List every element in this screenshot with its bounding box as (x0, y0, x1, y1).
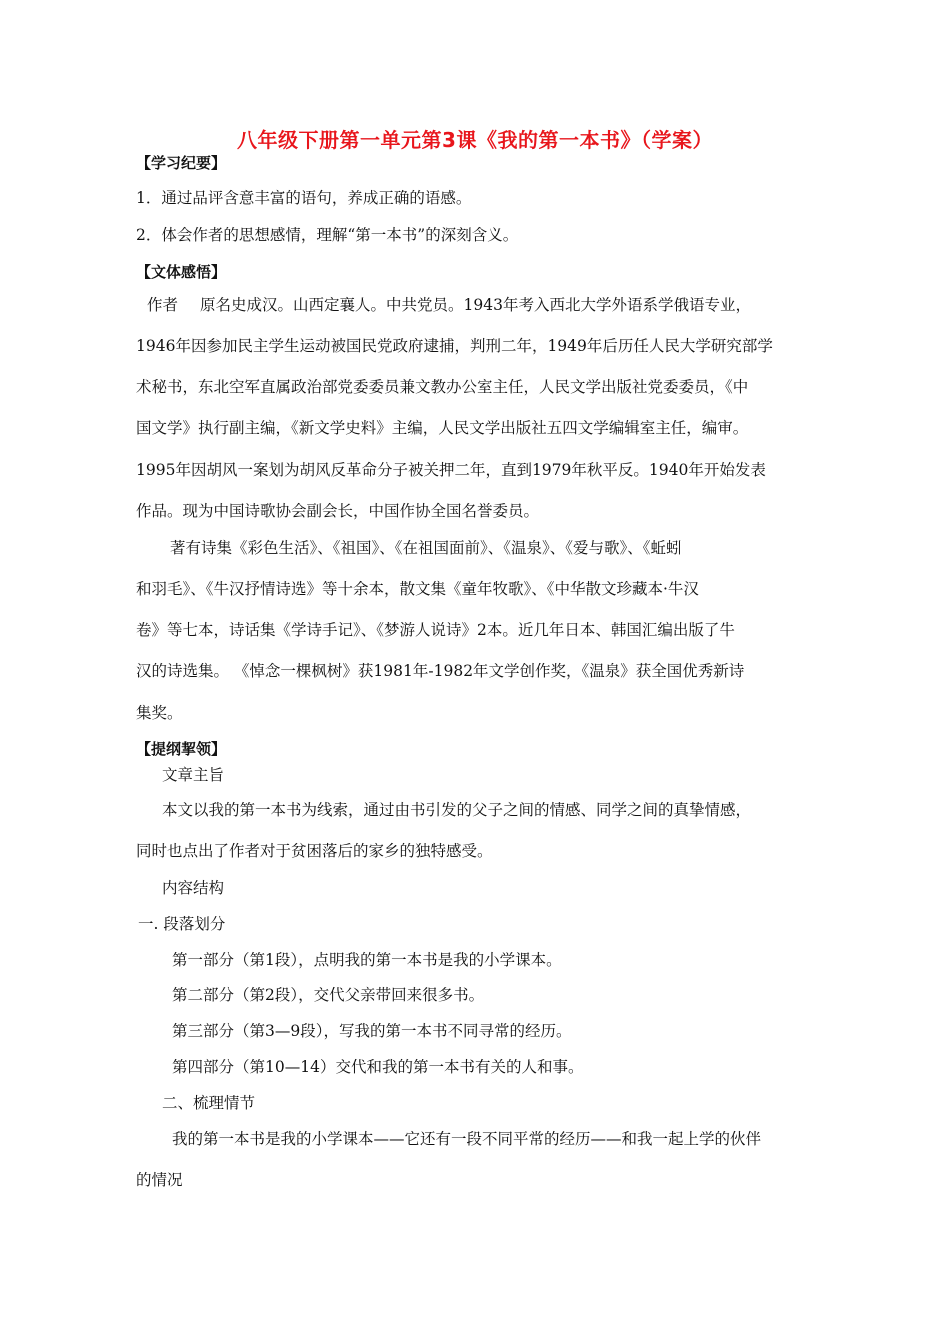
author-intro-line: 1995年因胡风一案划为胡风反革命分子被关押二年，直到1979年秋平反。1940年开始发表 (136, 461, 766, 479)
plot-line: 我的第一本书是我的小学课本——它还有一段不同平常的经历——和我一起上学的伙伴 (172, 1130, 762, 1148)
works-line: 卷》等七本，诗话集《学诗手记》、《梦游人说诗》2本。近几年日本、韩国汇编出版了牛 (136, 621, 735, 639)
author-intro-line (147, 295, 751, 315)
author-intro-text: 原名史成汉。山西定襄人。中共党员。1943年考入西北大学外语系学俄语专业， (200, 296, 751, 314)
plot-line: 的情况 (136, 1171, 183, 1189)
outline-heading: 【提纲挈领】 (136, 740, 227, 758)
theme-label: 文章主旨 (162, 766, 225, 784)
document-title: 八年级下册第一单元第3课《我的第一本书》（学案） (237, 128, 713, 152)
structure-label: 内容结构 (162, 879, 225, 897)
works-line: 和羽毛》、《牛汉抒情诗选》等十余本，散文集《童年牧歌》、《中华散文珍藏本·牛汉 (136, 580, 699, 598)
paragraph-part: 第一部分（第1段），点明我的第一本书是我的小学课本。 (172, 951, 562, 969)
author-intro-line: 术秘书，东北空军直属政治部党委委员兼文教办公室主任，人民文学出版社党委委员，《中 (136, 378, 749, 396)
author-intro-line: 国文学》执行副主编，《新文学史料》主编，人民文学出版社五四文学编辑室主任，编审。 (136, 419, 749, 437)
works-line: 汉的诗选集。 《悼念一棵枫树》获1981年-1982年文学创作奖，《温泉》获全国优秀新诗 (136, 662, 745, 680)
author-label: 作者 (147, 296, 179, 314)
study-goal-item: 2．体会作者的思想感情，理解“第一本书”的深刻含义。 (136, 226, 519, 244)
works-line: 著有诗集《彩色生活》、《祖国》、《在祖国面前》、《温泉》、《爱与歌》、《蚯蚓 (170, 539, 682, 557)
study-goals-heading: 【学习纪要】 (136, 154, 227, 172)
paragraph-part: 第四部分（第10—14）交代和我的第一本书有关的人和事。 (172, 1058, 584, 1076)
author-intro-line: 1946年因参加民主学生运动被国民党政府逮捕，判刑二年，1949年后历任人民大学研究部学 (136, 337, 773, 355)
works-line: 集奖。 (136, 704, 183, 722)
style-heading: 【文体感悟】 (136, 263, 227, 281)
study-goal-item: 1．通过品评含意丰富的语句，养成正确的语感。 (136, 189, 472, 207)
paragraph-part: 第三部分（第3—9段），写我的第一本书不同寻常的经历。 (172, 1022, 572, 1040)
paragraph-part: 第二部分（第2段），交代父亲带回来很多书。 (172, 986, 485, 1004)
theme-line: 本文以我的第一本书为线索，通过由书引发的父子之间的情感、同学之间的真挚情感， (162, 801, 752, 819)
theme-line: 同时也点出了作者对于贫困落后的家乡的独特感受。 (136, 842, 493, 860)
author-intro-line: 作品。现为中国诗歌协会副会长，中国作协全国名誉委员。 (136, 502, 540, 520)
part-two-label: 二、梳理情节 (162, 1094, 256, 1112)
part-one-label: 一. 段落划分 (138, 915, 226, 933)
